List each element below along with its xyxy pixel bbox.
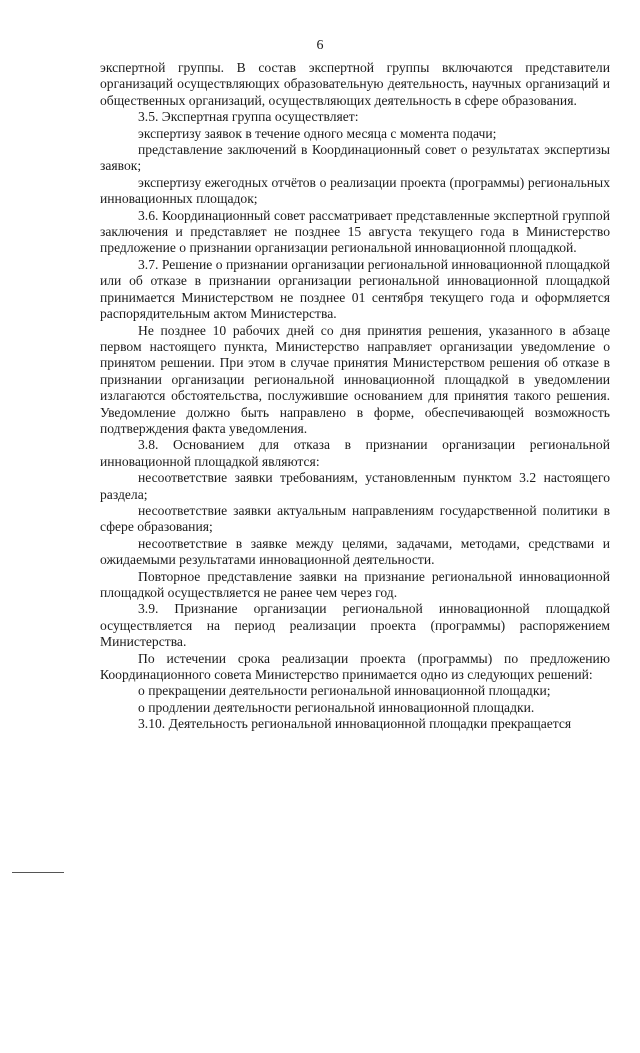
document-body [100,60,610,733]
footnote-separator [12,872,64,873]
paragraph: 3.8. Основанием для отказа в признании организации региональной инновационной площадкой являются: [100,437,610,469]
paragraph: 3.6. Координационный совет рассматривает представленные экспертной группой заключения и представляет не позднее 15 августа текущего года в Министерство предложение о признании организации региональной инновационной площадкой. [100,207,610,256]
paragraph: 3.7. Решение о признании организации региональной инновационной площадкой или об отказе в признании организации региональной инновационной площадкой принимается Министерством не позднее 01 сентября текущего года и оформляется распорядительным актом Министерства. [100,256,610,322]
paragraph: несоответствие заявки актуальным направлениям государственной политики в сфере образования; [100,502,610,535]
paragraph: о прекращении деятельности региональной инновационной площадки; [138,683,551,699]
paragraph: Не позднее 10 рабочих дней со дня принятия решения, указанного в абзаце первом настоящего пункта, Министерство направляет организации уведомление о принятом решении. При этом в случае принятия Министерством решения об отказе в признании организации региональной инновационной площадкой в уведомлении излагаются обстоятельства, послужившие основанием для принятия такого решения. Уведомление должно быть направлено в форме, обеспечивающей возможность подтверждения факта уведомления. [100,322,610,436]
paragraph: экспертизу ежегодных отчётов о реализации проекта (программы) региональных инновационных площадок; [100,174,610,207]
paragraph: о продлении деятельности региональной инновационной площадки. [138,699,535,715]
paragraph: несоответствие в заявке между целями, задачами, методами, средствами и ожидаемыми результатами инновационной деятельности. [100,535,610,568]
paragraph: 3.10. Деятельность региональной инновационной площадки прекращается [138,716,572,732]
paragraph: 3.9. Признание организации региональной инновационной площадкой осуществляется на период реализации проекта (программы) распоряжением Министерства. [100,601,610,650]
paragraph: 3.5. Экспертная группа осуществляет: [138,109,359,125]
page-number: 6 [316,38,324,53]
paragraph: экспертной группы. В состав экспертной группы включаются представители организаций осуществляющих образовательную деятельность, научных организаций и общественных организаций, осуществляющих деятельность в сфере образования. [100,60,610,108]
paragraph: экспертизу заявок в течение одного месяца с момента подачи; [138,125,497,141]
paragraph: По истечении срока реализации проекта (программы) по предложению Координационного совета Министерство принимается одно из следующих решений: [100,650,610,683]
paragraph: Повторное представление заявки на признание региональной инновационной площадкой осуществляется не ранее чем через год. [100,568,610,600]
paragraph: несоответствие заявки требованиям, установленным пунктом 3.2 настоящего раздела; [100,470,610,502]
paragraph: представление заключений в Координационный совет о результатах экспертизы заявок; [100,142,610,174]
